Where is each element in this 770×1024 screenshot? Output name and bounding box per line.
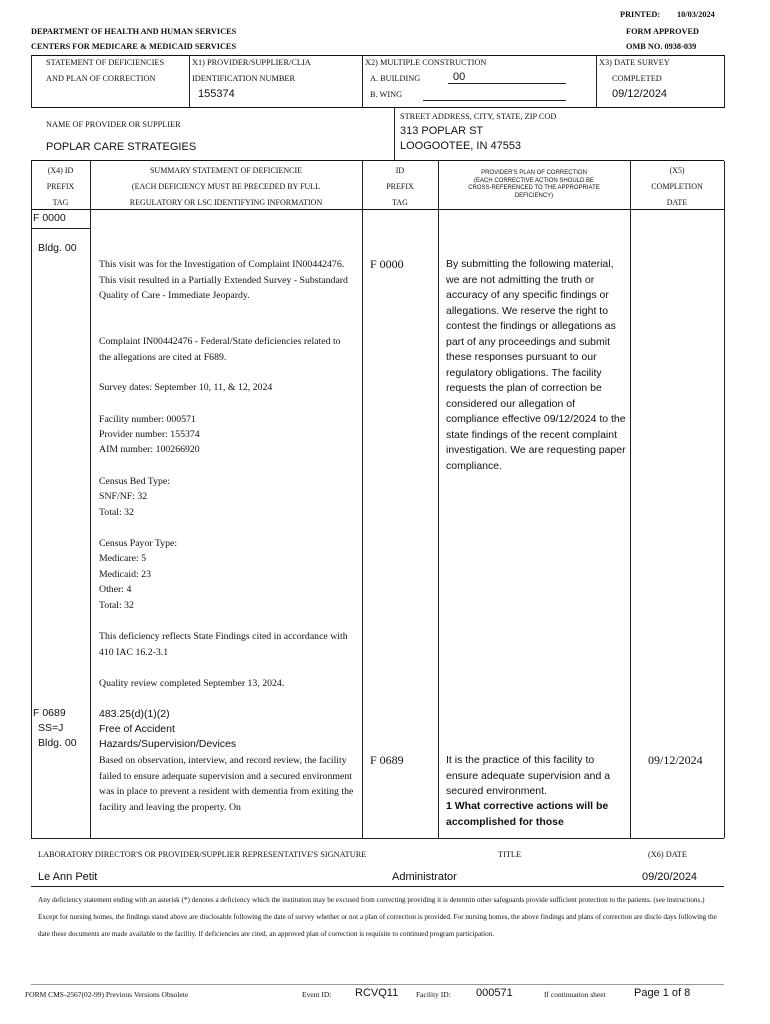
omb-number: OMB NO. 0938-039 [626, 42, 697, 51]
title-label: TITLE [498, 850, 522, 859]
provider-id-value: 155374 [198, 88, 235, 100]
survey-date-value: 09/12/2024 [612, 88, 668, 100]
signature-title: Administrator [392, 871, 457, 883]
bldg-label-2: Bldg. 00 [38, 737, 77, 749]
page-number: Page 1 of 8 [634, 987, 691, 999]
quality-review: Quality review completed September 13, 2024. [99, 678, 285, 689]
complaint-text: Complaint IN00442476 - Federal/State deficiencies related to the allegations are cited at F689. [99, 336, 341, 363]
total-bed: Total: 32 [99, 507, 134, 518]
event-id-label: Event ID: [302, 990, 332, 999]
completed-label: COMPLETED [612, 74, 662, 83]
medicare: Medicare: 5 [99, 553, 147, 564]
printed-date: 10/03/2024 [677, 10, 715, 19]
plan-of-correction-label: AND PLAN OF CORRECTION [46, 74, 156, 83]
signature-name: Le Ann Petit [38, 871, 98, 883]
id-f0000: F 0000 [370, 257, 404, 271]
col-plan: PROVIDER'S PLAN OF CORRECTION (EACH CORRECTIVE ACTION SHOULD BE CROSS-REFERENCED TO THE APPROPRIATE DEFICIENCY) [468, 170, 600, 199]
signature-label: LABORATORY DIRECTOR'S OR PROVIDER/SUPPLIER REPRESENTATIVE'S SIGNATURE [38, 850, 367, 859]
department-title: DEPARTMENT OF HEALTH AND HUMAN SERVICES [31, 27, 237, 36]
plan-intro: By submitting the following material, we are not admitting the truth or accuracy of any specific findings or allegations. We reserve the right to contest the findings or allegations as part of any proceedings and submit these responses pursuant to our regulatory obligations. The facility requests the plan of correction be considered our allegation of compliance effective 09/12/2024 to the state findings of the recent complaint investigation. We are requesting paper compliance. [446, 258, 626, 472]
tag-f0000: F 0000 [33, 212, 66, 224]
census-payor: Census Payor Type: [99, 538, 178, 549]
tag-f0689: F 0689 [33, 707, 66, 719]
deficiency-intro: This visit was for the Investigation of Complaint IN00442476. This visit resulted in a Partially Extended Survey - Substandard Quality of Care - Immediate Jeopardy. [99, 259, 348, 301]
completion-date: 09/12/2024 [648, 753, 703, 767]
building-value: 00 [453, 71, 466, 83]
facility-id-value: 000571 [476, 987, 513, 999]
event-id-value: RCVQ11 [355, 987, 399, 999]
aim-number: AIM number: 100266920 [99, 444, 200, 455]
col-x4-id: (X4) ID PREFIX TAG [46, 166, 75, 207]
provider-number: Provider number: 155374 [99, 429, 200, 440]
census-bed-type: Census Bed Type: [99, 476, 170, 487]
plan-f689: It is the practice of this facility to ensure adequate supervision and a secured environment. [446, 754, 611, 797]
other: Other: 4 [99, 584, 132, 595]
centers-title: CENTERS FOR MEDICARE & MEDICAID SERVICES [31, 42, 237, 51]
facility-id-label: Facility ID: [416, 990, 451, 999]
building-label: A. BUILDING [370, 74, 421, 83]
col-summary: SUMMARY STATEMENT OF DEFICIENCIE (EACH DEFICIENCY MUST BE PRECEDED BY FULL REGULATORY OR LSC IDENTIFYING INFORMATION [129, 166, 323, 207]
reg-cite: 483.25(d)(1)(2) [99, 708, 170, 720]
continuation-label: If continuation sheet [544, 990, 606, 999]
facility-number: Facility number: 000571 [99, 414, 196, 425]
scope-severity: SS=J [38, 722, 64, 734]
statement-label: STATEMENT OF DEFICIENCIES [46, 58, 165, 67]
address-label: STREET ADDRESS, CITY, STATE, ZIP COD [400, 112, 557, 121]
plan-f689-corrective: 1 What corrective actions will be accomplished for those [446, 800, 609, 828]
x6-date-label: (X6) DATE [648, 850, 687, 859]
col-id: ID PREFIX TAG [386, 166, 414, 207]
reg-title-2: Hazards/Supervision/Devices [99, 738, 237, 750]
form-approved: FORM APPROVED [626, 27, 700, 36]
bldg-label: Bldg. 00 [38, 242, 77, 254]
printed-label: PRINTED: [620, 10, 661, 19]
address-line2: LOOGOOTEE, IN 47553 [400, 140, 522, 152]
f689-findings: Based on observation, interview, and record review, the facility failed to ensure adequate supervision and a secured environment was in place to prevent a resident with dementia from exiting the facility and leaving the property. On [99, 755, 354, 813]
x1-label: X1) PROVIDER/SUPPLIER/CLIA [192, 58, 311, 67]
snf-nf: SNF/NF: 32 [99, 491, 148, 502]
wing-label: B. WING [370, 90, 403, 99]
id-f0689: F 0689 [370, 753, 404, 767]
identification-number-label: IDENTIFICATION NUMBER [192, 74, 296, 83]
form-number: FORM CMS-2567(02-99) Previous Versions Obsolete [25, 990, 189, 999]
x2-label: X2) MULTIPLE CONSTRUCTION [365, 58, 487, 67]
state-findings: This deficiency reflects State Findings cited in accordance with 410 IAC 16.2-3.1 [99, 631, 348, 658]
address-line1: 313 POPLAR ST [400, 125, 484, 137]
signature-date: 09/20/2024 [642, 871, 698, 883]
provider-name-value: POPLAR CARE STRATEGIES [46, 141, 197, 153]
provider-name-label: NAME OF PROVIDER OR SUPPLIER [46, 120, 181, 129]
total-payor: Total: 32 [99, 600, 134, 611]
footnote: Any deficiency statement ending with an asterisk (*) denotes a deficiency which the institution may be excused from correcting providing it is determin other safeguards provide sufficient protection to the patients. (see instructions.) Except for nursing homes, the findings stated above are disclosable following the date of survey whether or not a plan of correction is provided. For nursing homes, the above findings and plans of correction are disclo days following the date these documents are made available to the facility. If deficiencies are cited, an approved plan of correction is requisite to continued program participation. [38, 896, 717, 938]
col-completion: (X5) COMPLETION DATE [651, 166, 703, 207]
survey-dates: Survey dates: September 10, 11, & 12, 2024 [99, 382, 273, 393]
reg-title-1: Free of Accident [99, 723, 175, 735]
medicaid: Medicaid: 23 [99, 569, 151, 580]
x3-label: X3) DATE SURVEY [599, 58, 670, 67]
